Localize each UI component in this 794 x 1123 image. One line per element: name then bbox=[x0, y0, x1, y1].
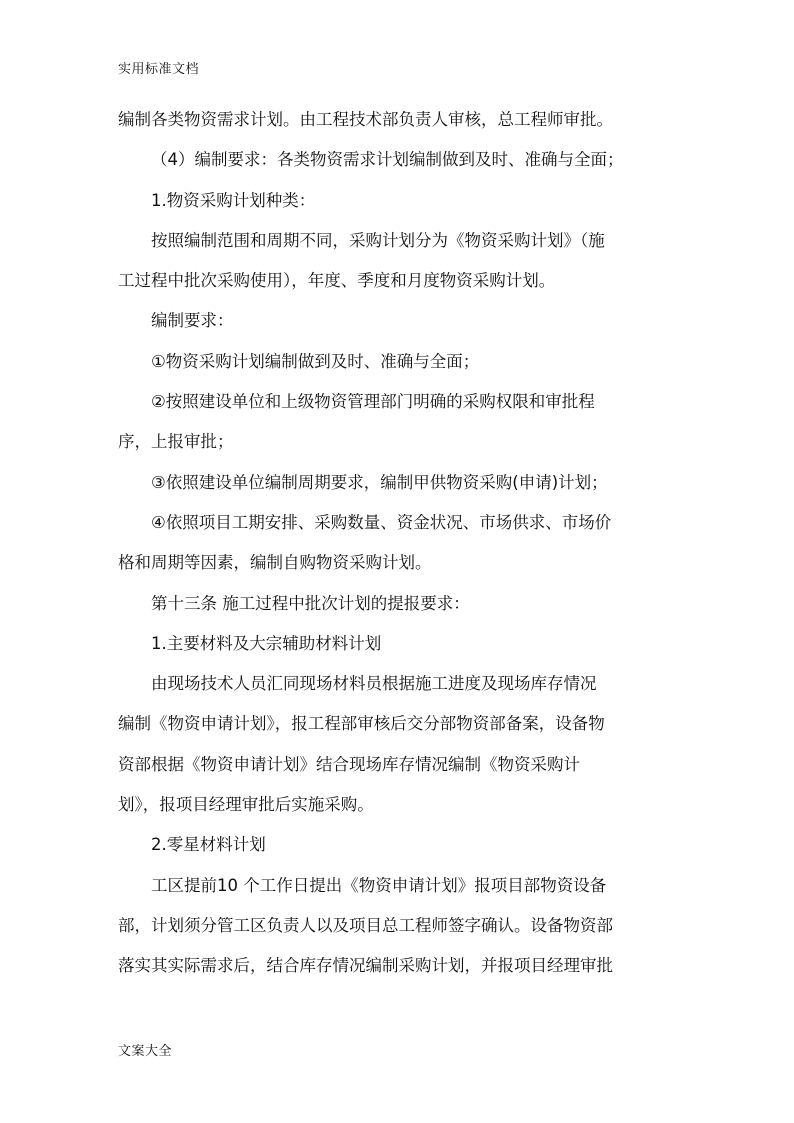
paragraph-line: 编制各类物资需求计划。由工程技术部负责人审核，总工程师审批。 bbox=[118, 110, 613, 129]
list-item: ①物资采购计划编制做到及时、准确与全面； bbox=[151, 351, 480, 371]
section-heading: 1.物资采购计划种类： bbox=[151, 190, 316, 210]
paragraph-line: 序，上报审批； bbox=[118, 432, 234, 452]
list-item: ③依照建设单位编制周期要求，编制甲供物资采购(申请)计划； bbox=[151, 472, 608, 492]
section-heading: 1.主要材料及大宗辅助材料计划 bbox=[151, 633, 382, 653]
paragraph-line: 格和周期等因素，编制自购物资采购计划。 bbox=[118, 553, 432, 573]
paragraph-line: 划》，报项目经理审批后实施采购。 bbox=[118, 795, 374, 815]
section-heading: 2.零星材料计划 bbox=[151, 835, 266, 855]
list-item: ②按照建设单位和上级物资管理部门明确的采购权限和审批程 bbox=[151, 392, 595, 412]
paragraph-line: 部，计划须分管工区负责人以及项目总工程师签字确认。设备物资部 bbox=[118, 915, 613, 935]
paragraph-line: 由现场技术人员汇同现场材料员根据施工进度及现场库存情况 bbox=[151, 674, 597, 694]
paragraph-line: 编制《物资申请计划》，报工程部审核后交分部物资部备案，设备物 bbox=[118, 714, 605, 734]
paragraph-line: 工过程中批次采购使用），年度、季度和月度物资采购计划。 bbox=[118, 271, 556, 291]
paragraph-line: 落实其实际需求后，结合库存情况编制采购计划，并报项目经理审批 bbox=[118, 956, 613, 976]
page-footer: 文案大全 bbox=[118, 1044, 173, 1059]
header-divider bbox=[118, 84, 678, 85]
page-header: 实用标准文档 bbox=[118, 62, 200, 77]
paragraph-line: 工区提前10 个工作日提出《物资申请计划》报项目部物资设备 bbox=[151, 875, 607, 895]
article-heading: 第十三条 施工过程中批次计划的提报要求： bbox=[151, 593, 470, 613]
paragraph-line: 按照编制范围和周期不同，采购计划分为《物资采购计划》（施 bbox=[151, 230, 605, 250]
paragraph-line: 资部根据《物资申请计划》结合现场库存情况编制《物资采购计 bbox=[118, 754, 580, 774]
document-body bbox=[118, 100, 678, 987]
list-item: ④依照项目工期安排、采购数量、资金状况、市场供求、市场价 bbox=[151, 512, 612, 532]
paragraph-line: （4）编制要求：各类物资需求计划编制做到及时、准确与全面； bbox=[151, 150, 624, 170]
paragraph-line: 编制要求： bbox=[151, 311, 234, 331]
